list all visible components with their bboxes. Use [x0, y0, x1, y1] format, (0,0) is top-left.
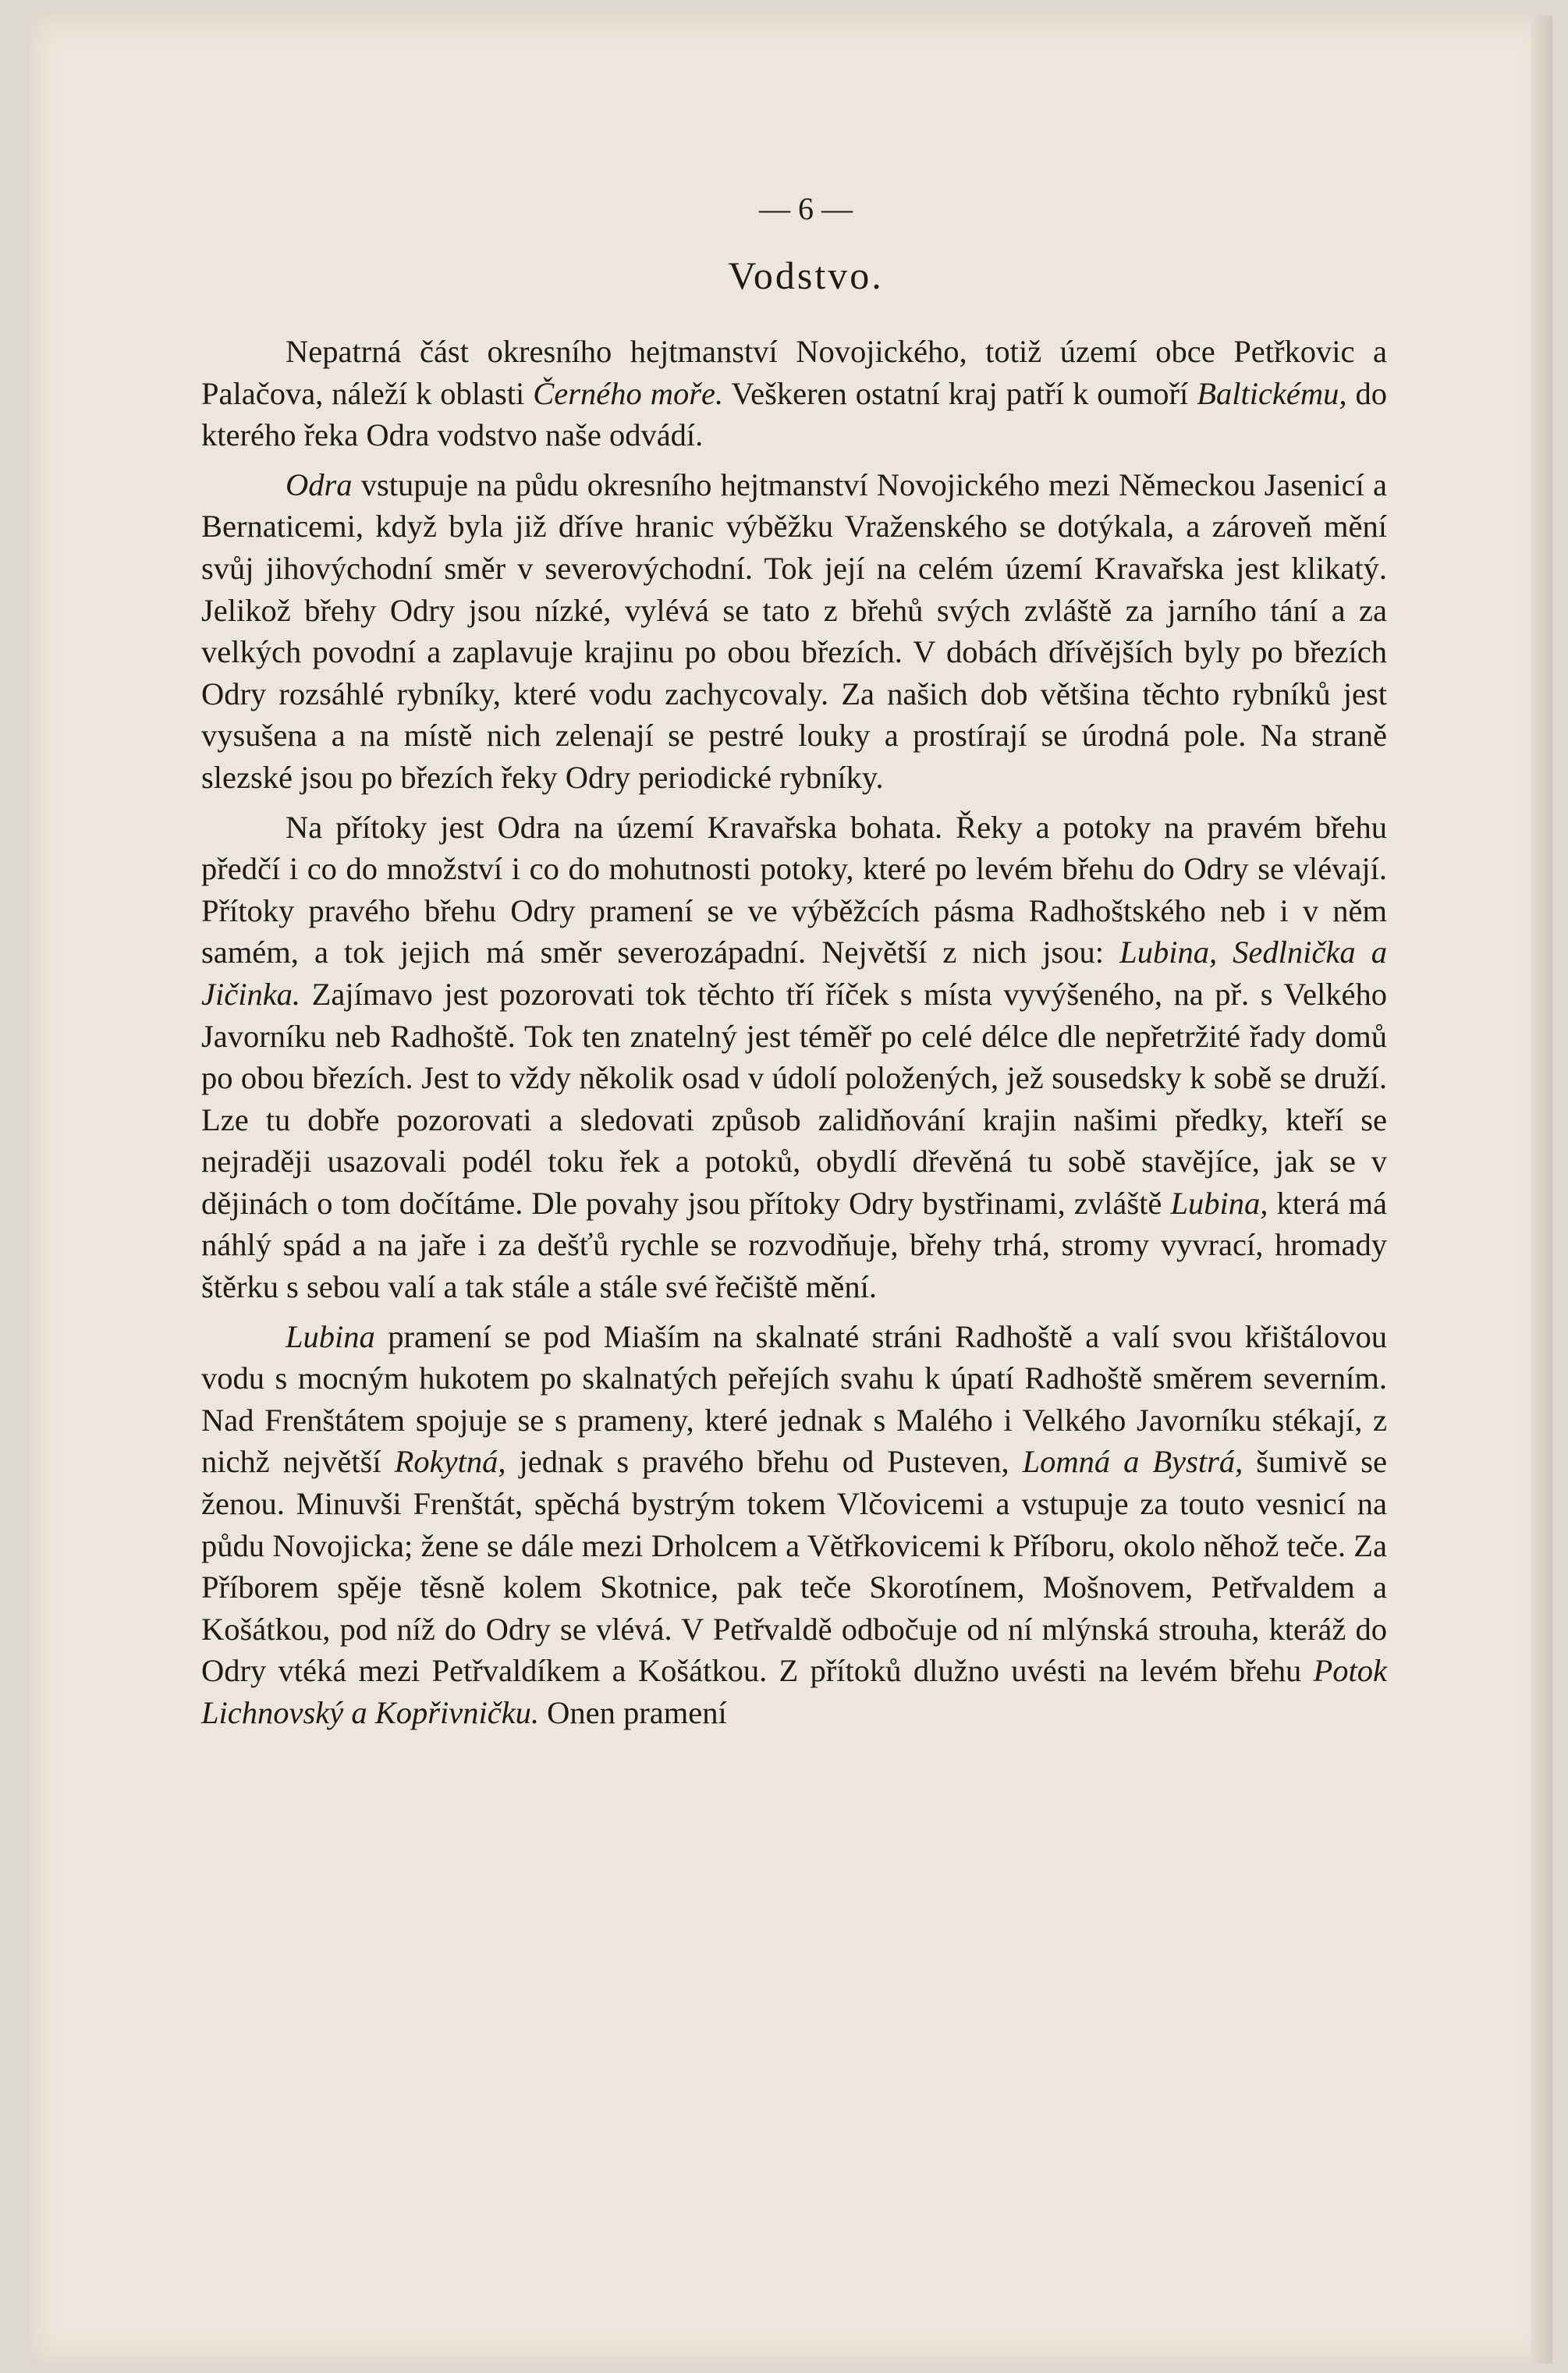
paragraph-tributaries [201, 807, 1387, 1308]
paragraph-intro [201, 331, 1387, 456]
paragraph-emphasis: Baltickému, [1197, 375, 1347, 411]
paragraph-emphasis: Rokytná, [394, 1444, 506, 1480]
paragraph-emphasis: Lubina, [1170, 1185, 1268, 1221]
paragraph-text: která má náhlý spád a na jaře i za dešťů rychle se rozvodňuje, břehy trhá, stromy vyvrací, hromady štěrku s sebou valí a tak stále a stále své řečiště mění. [201, 1185, 1387, 1305]
paragraph-text: Onen pramení [539, 1695, 727, 1730]
page-number: — 6 — [759, 191, 853, 226]
paragraph-text: pramení se pod Miaším na skalnaté stráni Radhoště a valí svou křištálovou vodu s mocným hukotem po skalnatých peřejích svahu k úpatí Radhoště směrem severním. Nad Frenštátem spojuje se s prameny, které jednak s Malého i Velkého Javorníku stékají, z nichž největší [201, 1318, 1387, 1480]
paragraph-emphasis: Potok Lichnovský a Kopřivničku. [201, 1653, 1387, 1730]
paragraph-text: vstupuje na půdu okresního hejtmanství Novojického mezi Německou Jasenicí a Bernaticemi, když byla již dříve hranic výběžku Vraženského se dotýkala, a zároveň mění svůj jihovýchodní směr v severovýchodní. Tok její na celém území Kravařska jest klikatý. Jelikož břehy Odry jsou nízké, vylévá se tato z břehů svých zvláště za jarního tání a za velkých povodní a zaplavuje krajinu po obou březích. V dobách dřívějších byly po březích Odry rozsáhlé rybníky, které vodu zachycovaly. Za našich dob většina těchto rybníků jest vysušena a na místě nich zelenají se pestré louky a prostírají se úrodná pole. Na straně slezské jsou po březích řeky Odry periodické rybníky. [201, 466, 1387, 795]
paragraph-emphasis: Černého moře. [533, 375, 724, 411]
paragraph-emphasis: Lubina [286, 1318, 375, 1354]
paragraph-text: Na přítoky jest Odra na území Kravařska bohata. Řeky a potoky na pravém břehu předčí i co do množství i co do mohutnosti potoky, které po levém břehu do Odry se vlévají. Přítoky pravého břehu Odry pramení se ve výběžcích pásma Radhoštského neb i v něm samém, a tok jejich má směr severozápadní. Největší z nich jsou: [201, 809, 1387, 970]
paragraph-text: jednak s pravého břehu od Pusteven, [506, 1444, 1023, 1480]
paragraph-lubina [201, 1316, 1387, 1734]
paragraph-text: šumivě se ženou. Minuvši Frenštát, spěchá bystrým tokem Vlčovicemi a vstupuje za touto vesnicí na půdu Novojicka; žene se dále mezi Drholcem a Větřkovicemi k Příboru, okolo něhož teče. Za Příborem spěje těsně kolem Skotnice, pak teče Skorotínem, Mošnovem, Petřvaldem a Košátkou, pod níž do Odry se vlévá. V Petřvaldě odbočuje od ní mlýnská strouha, kteráž do Odry vtéká mezi Petřvaldíkem a Košátkou. Z přítoků dlužno uvésti na levém břehu [201, 1444, 1387, 1689]
section-title: Vodstvo. [728, 254, 884, 297]
page-edge-shadow [1531, 16, 1552, 2364]
paragraph-text: Zajímavo jest pozorovati tok těchto tří říček s místa vyvýšeného, na př. s Velkého Javorníku neb Radhoště. Tok ten znatelný jest téměř po celé délce dle nepřetržité řady domů po obou březích. Jest to vždy několik osad v údolí položených, jež sousedsky k sobě se druží. Lze tu dobře pozorovati a sledovati způsob zalidňování krajin našimi předky, kteří se nejraději usazovali podél toku řek a potoků, obydlí dřevěná tu sobě stavějíce, jak se v dějinách o tom dočítáme. Dle povahy jsou přítoky Odry bystřinami, zvláště [201, 976, 1387, 1221]
paragraph-emphasis: Odra [286, 466, 353, 502]
paragraph-emphasis: Lomná a Bystrá, [1022, 1444, 1243, 1480]
paragraph-text: do kterého řeka Odra vodstvo naše odvádí. [201, 375, 1387, 453]
document-page [201, 186, 1387, 1742]
paragraph-text: Veškeren ostatní kraj patří k oumoří [723, 375, 1197, 411]
paragraph-odra [201, 464, 1387, 799]
paragraph-emphasis: Lubina, Sedlnička a Jičinka. [201, 935, 1387, 1012]
paragraph-text: Nepatrná část okresního hejtmanství Novojického, totiž území obce Petřkovic a Palačova, náleží k oblasti [201, 334, 1387, 411]
